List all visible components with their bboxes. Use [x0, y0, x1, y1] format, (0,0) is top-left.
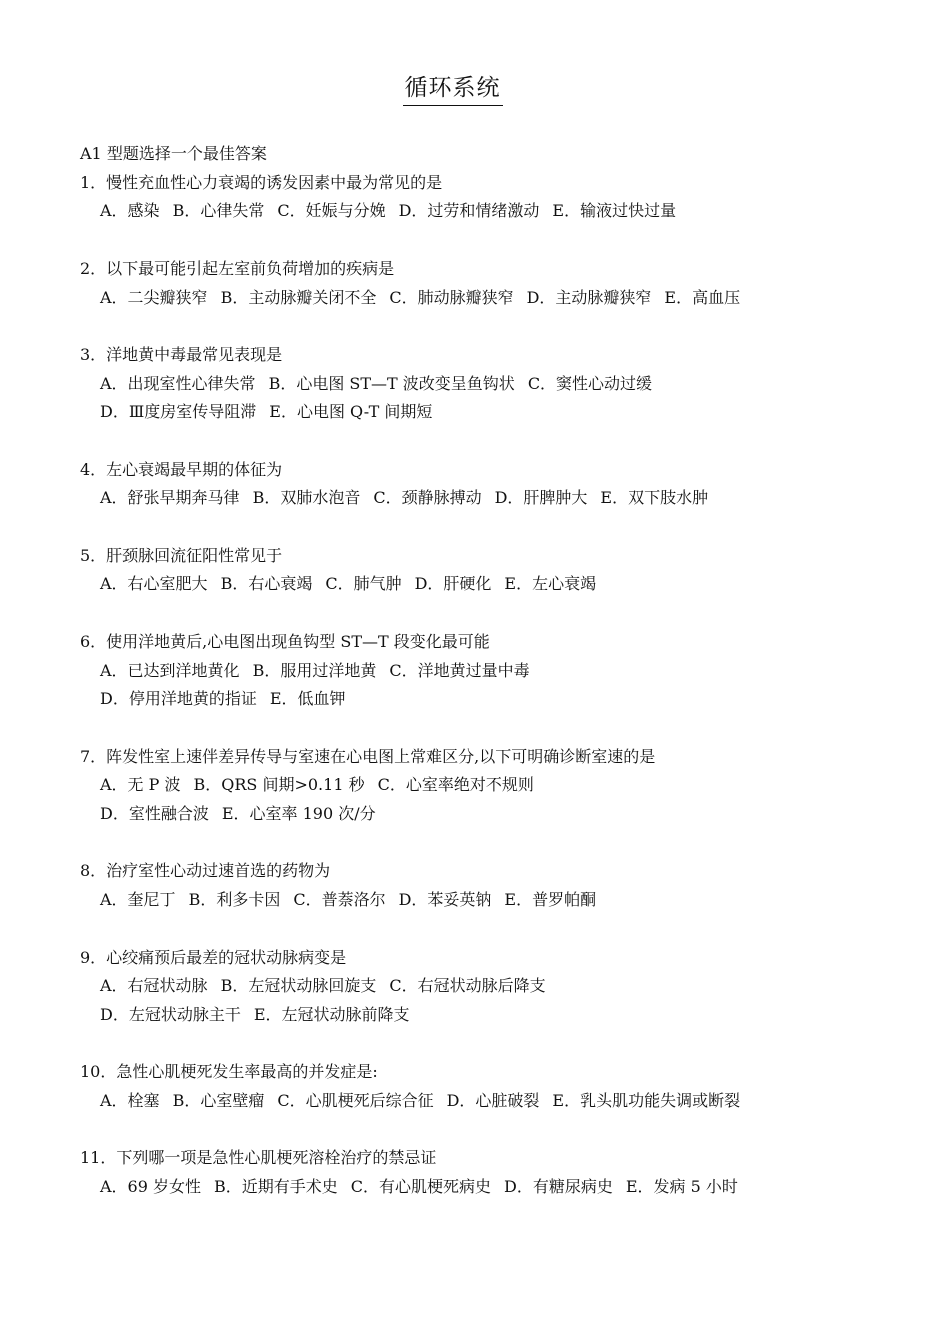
answer-option: B．双肺水泡音 — [252, 488, 361, 508]
answer-option: B．近期有手术史 — [214, 1177, 338, 1197]
question-list — [80, 140, 900, 1231]
answer-option: B．QRS 间期>0.11 秒 — [193, 775, 365, 795]
answer-option: D．过劳和情绪激动 — [398, 201, 540, 221]
answer-option: A．69 岁女性 — [100, 1177, 202, 1197]
option-line — [80, 1001, 900, 1030]
answer-option: B．右心衰竭 — [220, 574, 313, 594]
answer-option: A．右冠状动脉 — [100, 976, 208, 996]
answer-option: E．心室率 190 次/分 — [221, 804, 376, 824]
answer-option: A．感染 — [100, 201, 160, 221]
question-block — [80, 857, 900, 914]
option-line — [80, 886, 900, 915]
answer-option: C．洋地黄过量中毒 — [389, 660, 530, 680]
answer-option: E．发病 5 小时 — [625, 1177, 738, 1197]
question-stem: 9．心绞痛预后最差的冠状动脉病变是 — [80, 947, 347, 967]
option-line — [80, 1173, 900, 1202]
answer-option: B．心律失常 — [172, 201, 265, 221]
answer-option: C．颈静脉搏动 — [373, 488, 482, 508]
answer-option: A．出现室性心律失常 — [100, 373, 256, 393]
option-line — [80, 771, 900, 800]
question-block — [80, 743, 900, 829]
answer-option: C．右冠状动脉后降支 — [389, 976, 546, 996]
answer-option: A．右心室肥大 — [100, 574, 208, 594]
question-stem: 6．使用洋地黄后,心电图出现鱼钩型 ST—T 段变化最可能 — [80, 631, 490, 651]
answer-option: E．普罗帕酮 — [504, 890, 597, 910]
answer-option: C．肺动脉瓣狭窄 — [389, 287, 514, 307]
answer-option: D．心脏破裂 — [446, 1091, 540, 1111]
question-stem: 10．急性心肌梗死发生率最高的并发症是: — [80, 1062, 378, 1082]
questions-container — [80, 169, 900, 1202]
answer-option: A．奎尼丁 — [100, 890, 176, 910]
answer-option: D．室性融合波 — [100, 804, 209, 824]
answer-option: C．普萘洛尔 — [293, 890, 386, 910]
answer-option: E．输液过快过量 — [552, 201, 677, 221]
question-block — [80, 542, 900, 599]
answer-option: E．左心衰竭 — [504, 574, 597, 594]
question-stem: 1．慢性充血性心力衰竭的诱发因素中最为常见的是 — [80, 172, 443, 192]
answer-option: C．妊娠与分娩 — [277, 201, 386, 221]
option-line — [80, 685, 900, 714]
answer-option: A．栓塞 — [100, 1091, 160, 1111]
answer-option: D．肝脾肿大 — [494, 488, 588, 508]
question-block — [80, 255, 900, 312]
option-line — [80, 800, 900, 829]
answer-option: B．服用过洋地黄 — [252, 660, 377, 680]
option-line — [80, 484, 900, 513]
question-block — [80, 1144, 900, 1201]
question-stem: 3．洋地黄中毒最常见表现是 — [80, 344, 283, 364]
answer-option: E．双下肢水肿 — [600, 488, 709, 508]
answer-option: C．心室率绝对不规则 — [377, 775, 534, 795]
answer-option: D．有糖尿病史 — [504, 1177, 613, 1197]
question-stem: 4．左心衰竭最早期的体征为 — [80, 459, 283, 479]
answer-option: D．左冠状动脉主干 — [100, 1004, 241, 1024]
answer-option: E．低血钾 — [269, 689, 346, 709]
answer-option: E．乳头肌功能失调或断裂 — [552, 1091, 741, 1111]
answer-option: A．已达到洋地黄化 — [100, 660, 240, 680]
answer-option: C．肺气肿 — [325, 574, 402, 594]
answer-option: B．左冠状动脉回旋支 — [220, 976, 377, 996]
question-block — [80, 341, 900, 427]
page-title: 循环系统 — [403, 72, 503, 106]
option-line — [80, 1087, 900, 1116]
answer-option: B．心室壁瘤 — [172, 1091, 265, 1111]
answer-option: D．苯妥英钠 — [398, 890, 492, 910]
page-title-wrapper — [0, 72, 905, 106]
section-heading: A1 型题选择一个最佳答案 — [80, 144, 267, 163]
option-line — [80, 284, 900, 313]
answer-option: C．心肌梗死后综合征 — [277, 1091, 434, 1111]
question-block — [80, 944, 900, 1030]
answer-option: A．无 P 波 — [100, 775, 181, 795]
answer-option: A．舒张早期奔马律 — [100, 488, 240, 508]
option-line — [80, 398, 900, 427]
question-stem: 11．下列哪一项是急性心肌梗死溶栓治疗的禁忌证 — [80, 1148, 437, 1168]
question-stem: 8．治疗室性心动过速首选的药物为 — [80, 861, 331, 881]
question-block — [80, 169, 900, 226]
answer-option: D．停用洋地黄的指证 — [100, 689, 257, 709]
question-stem: 5．肝颈脉回流征阳性常见于 — [80, 545, 283, 565]
question-block — [80, 1058, 900, 1115]
answer-option: E．高血压 — [664, 287, 741, 307]
answer-option: D．肝硬化 — [414, 574, 492, 594]
option-line — [80, 972, 900, 1001]
question-stem: 7．阵发性室上速伴差异传导与室速在心电图上常难区分,以下可明确诊断室速的是 — [80, 746, 656, 766]
answer-option: D．Ⅲ度房室传导阻滞 — [100, 402, 257, 422]
answer-option: C．窦性心动过缓 — [527, 373, 653, 393]
option-line — [80, 657, 900, 686]
answer-option: C．有心肌梗死病史 — [350, 1177, 492, 1197]
answer-option: A．二尖瓣狭窄 — [100, 287, 208, 307]
answer-option: B．利多卡因 — [188, 890, 281, 910]
answer-option: E．心电图 Q-T 间期短 — [269, 402, 433, 422]
answer-option: E．左冠状动脉前降支 — [253, 1004, 410, 1024]
answer-option: B．心电图 ST—T 波改变呈鱼钩状 — [268, 373, 515, 393]
option-line — [80, 370, 900, 399]
question-block — [80, 456, 900, 513]
answer-option: B．主动脉瓣关闭不全 — [220, 287, 377, 307]
question-block — [80, 628, 900, 714]
question-stem: 2．以下最可能引起左室前负荷增加的疾病是 — [80, 258, 395, 278]
option-line — [80, 570, 900, 599]
option-line — [80, 197, 900, 226]
answer-option: D．主动脉瓣狭窄 — [526, 287, 652, 307]
